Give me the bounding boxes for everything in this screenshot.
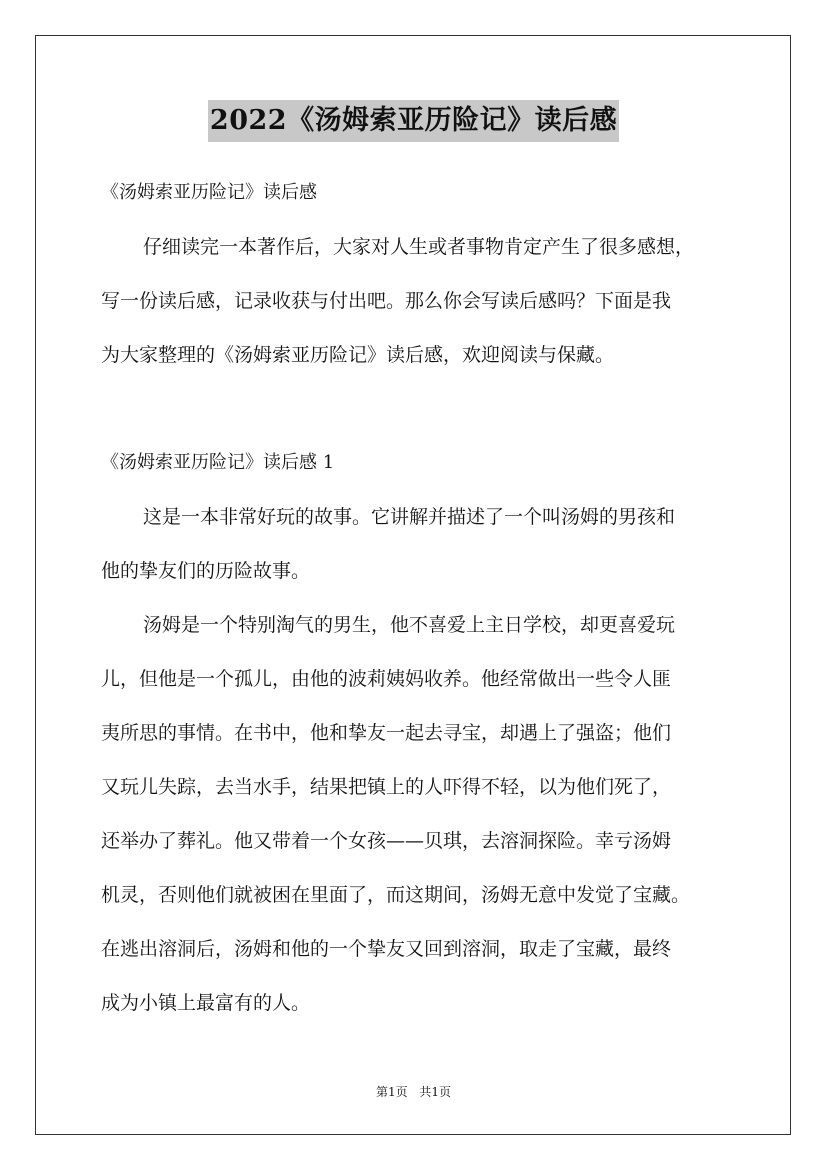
document-title: 2022《汤姆索亚历险记》读后感 (208, 100, 619, 142)
paragraph-line: 这是一本非常好玩的故事。它讲解并描述了一个叫汤姆的男孩和 (143, 506, 676, 528)
paragraph-line: 儿，但他是一个孤儿，由他的波莉姨妈收养。他经常做出一些令人匪 (101, 668, 672, 690)
page-total: 共1页 (419, 1085, 452, 1099)
paragraph-line: 夷所思的事情。在书中，他和挚友一起去寻宝，却遇上了强盗；他们 (101, 722, 672, 744)
paragraph-line: 汤姆是一个特别淘气的男生，他不喜爱上主日学校，却更喜爱玩 (143, 614, 676, 636)
paragraph-line: 还举办了葬礼。他又带着一个女孩——贝琪，去溶洞探险。幸亏汤姆 (101, 830, 672, 852)
paragraph-line: 成为小镇上最富有的人。 (101, 992, 311, 1014)
page-number: 第1页 (375, 1085, 408, 1099)
intro-line: 写一份读后感，记录收获与付出吧。那么你会写读后感吗？下面是我 (101, 290, 672, 312)
paragraph-line: 机灵，否则他们就被困在里面了，而这期间，汤姆无意中发觉了宝藏。 (101, 884, 691, 906)
section-heading: 《汤姆索亚历险记》读后感 1 (101, 452, 335, 473)
paragraph-line: 又玩儿失踪，去当水手，结果把镇上的人吓得不轻，以为他们死了， (101, 776, 672, 798)
paragraph-line: 在逃出溶洞后，汤姆和他的一个挚友又回到溶洞，取走了宝藏，最终 (101, 938, 672, 960)
document-body (101, 170, 741, 1034)
page-footer (0, 1083, 827, 1101)
document-subtitle: 《汤姆索亚历险记》读后感 (101, 182, 317, 203)
intro-line: 为大家整理的《汤姆索亚历险记》读后感，欢迎阅读与保藏。 (101, 344, 615, 366)
paragraph-spacer (101, 386, 741, 440)
paragraph-line: 他的挚友们的历险故事。 (101, 560, 311, 582)
title-container (0, 100, 827, 142)
intro-line: 仔细读完一本著作后，大家对人生或者事物肯定产生了很多感想， (143, 236, 695, 258)
